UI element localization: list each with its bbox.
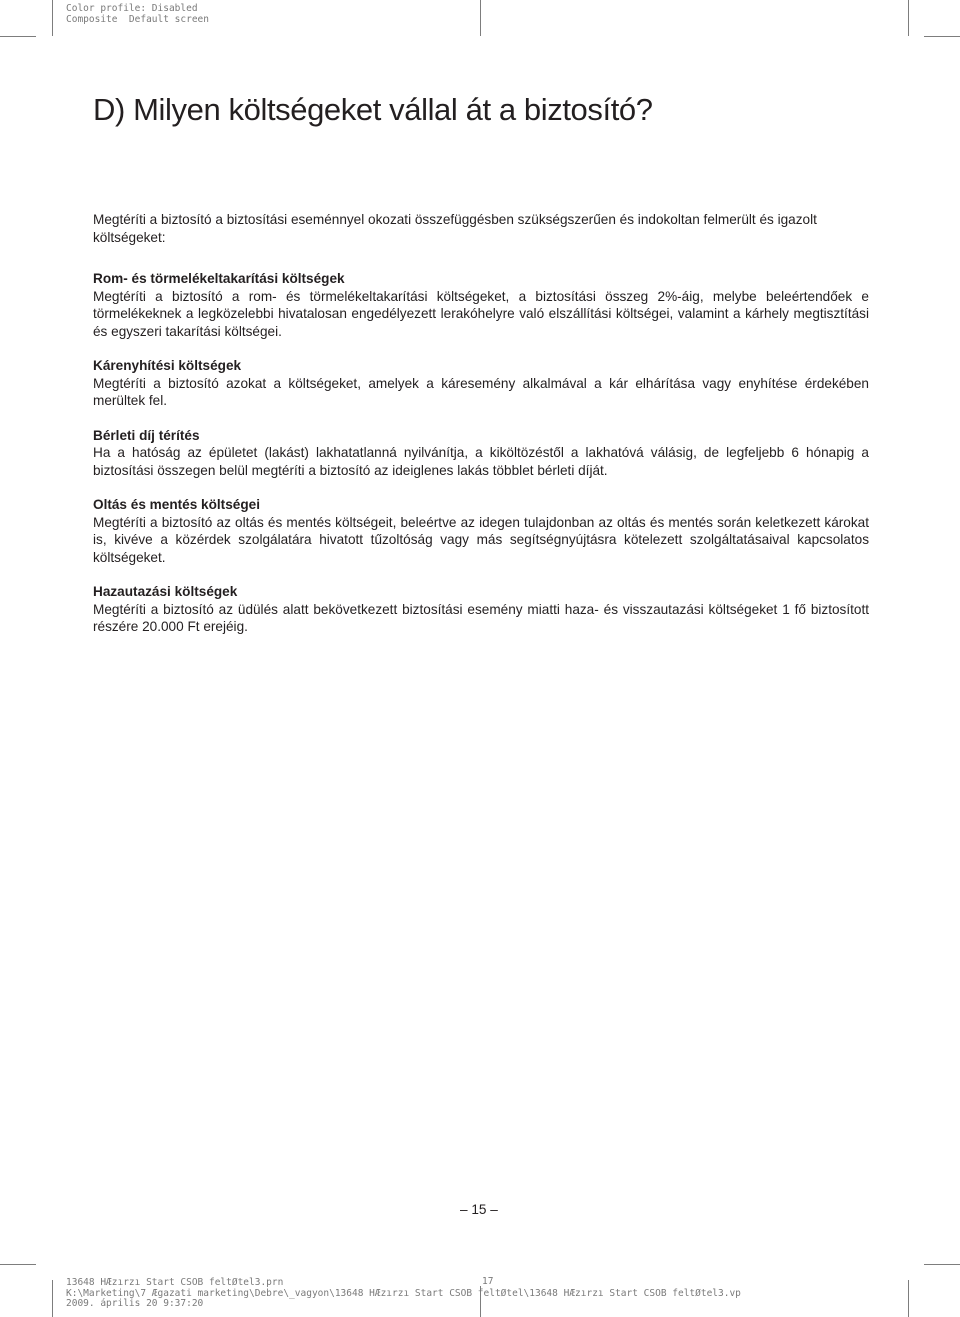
intro-paragraph: Megtéríti a biztosító a biztosítási eseménnyel okozati összefüggésben szükségszerűen és indokoltan felmerült és igazolt költségeket: (93, 212, 817, 245)
color-profile-line: Color profile: Disabled (66, 3, 198, 14)
page-title: D) Milyen költségeket vállal át a biztosító? (93, 92, 653, 127)
footer-timestamp: 2009. április 20 9:37:20 (66, 1298, 204, 1309)
footer-filename: 13648 HÆzırzı Start CSOB feltØtel3.prn (66, 1277, 284, 1288)
section-body: Megtéríti a biztosító azokat a költségeket, amelyek a káresemény alkalmával a kár elhárítása vagy enyhítése érdekében merültek fel. (93, 375, 869, 408)
section-body: Ha a hatóság az épületet (lakást) lakhatatlanná nyilvánítja, a kiköltözéstől a lakhatóvá válásig, de legfeljebb 6 hónapig a biztosítási összegen belül megtéríti a biztosító az ideiglenes lakás többlet bérleti díját. (93, 445, 869, 478)
crop-mark-top-right (908, 0, 909, 36)
section-return-travel (93, 583, 869, 636)
section-rubble-removal (93, 270, 869, 340)
section-heading: Hazautazási költségek (93, 584, 238, 599)
section-heading: Kárenyhítési költségek (93, 358, 242, 373)
section-rent-reimbursement (93, 427, 869, 480)
crop-mark-top-left (52, 0, 53, 36)
crop-mark-bottom-left (52, 1280, 53, 1317)
composite-line: Composite Default screen (66, 14, 209, 25)
section-body: Megtéríti a biztosító az oltás és mentés költségeit, beleértve az idegen tulajdonban az oltás és mentés során keletkezett károkat is, kivéve a közérdek szolgálatára hivatott tűzoltóság vagy más segítségnyújtásra kötelezett szolgáltatásaival kapcsolatos költségeket. (93, 514, 869, 565)
crop-mark-bottom-left-h (0, 1264, 36, 1265)
section-firefighting-rescue (93, 496, 869, 566)
section-body: Megtéríti a biztosító a rom- és törmelékeltakarítási költségeket, a biztosítási összeg 2%-áig, melybe beleértendőek e törmelékeknek a legközelebbi hivatalosan engedélyezett lerakóhelyre való elszállítási költségei, valamint a kárhely megtisztítási és egyszeri takarítási költségei. (93, 288, 869, 339)
section-damage-mitigation (93, 357, 869, 410)
print-footer-meta (66, 1278, 741, 1310)
print-header-meta (66, 3, 209, 25)
section-body: Megtéríti a biztosító az üdülés alatt bekövetkezett biztosítási esemény miatti haza- és visszautazási költségeket 1 fő biztosított részére 20.000 Ft erejéig. (93, 601, 869, 634)
crop-mark-bottom-right-h (924, 1264, 960, 1265)
section-heading: Bérleti díj térítés (93, 427, 200, 443)
crop-mark-bottom-right (908, 1280, 909, 1317)
crop-mark-top-left-h (0, 36, 36, 37)
section-heading: Oltás és mentés költségei (93, 497, 260, 512)
section-heading: Rom- és törmelékeltakarítási költségek (93, 271, 345, 286)
main-content (93, 211, 869, 653)
page-number: – 15 – (460, 1202, 498, 1217)
footer-page-mark: 17 (482, 1276, 494, 1287)
footer-filepath: K:\Marketing\7 Ægazati marketing\Debre\_vagyon\13648 HÆzırzı Start CSOB feltØtel\13648 HÆzırzı Start CSOB feltØtel3.vp (66, 1287, 741, 1299)
crop-mark-top-center (480, 0, 481, 36)
crop-mark-top-right-h (924, 36, 960, 37)
